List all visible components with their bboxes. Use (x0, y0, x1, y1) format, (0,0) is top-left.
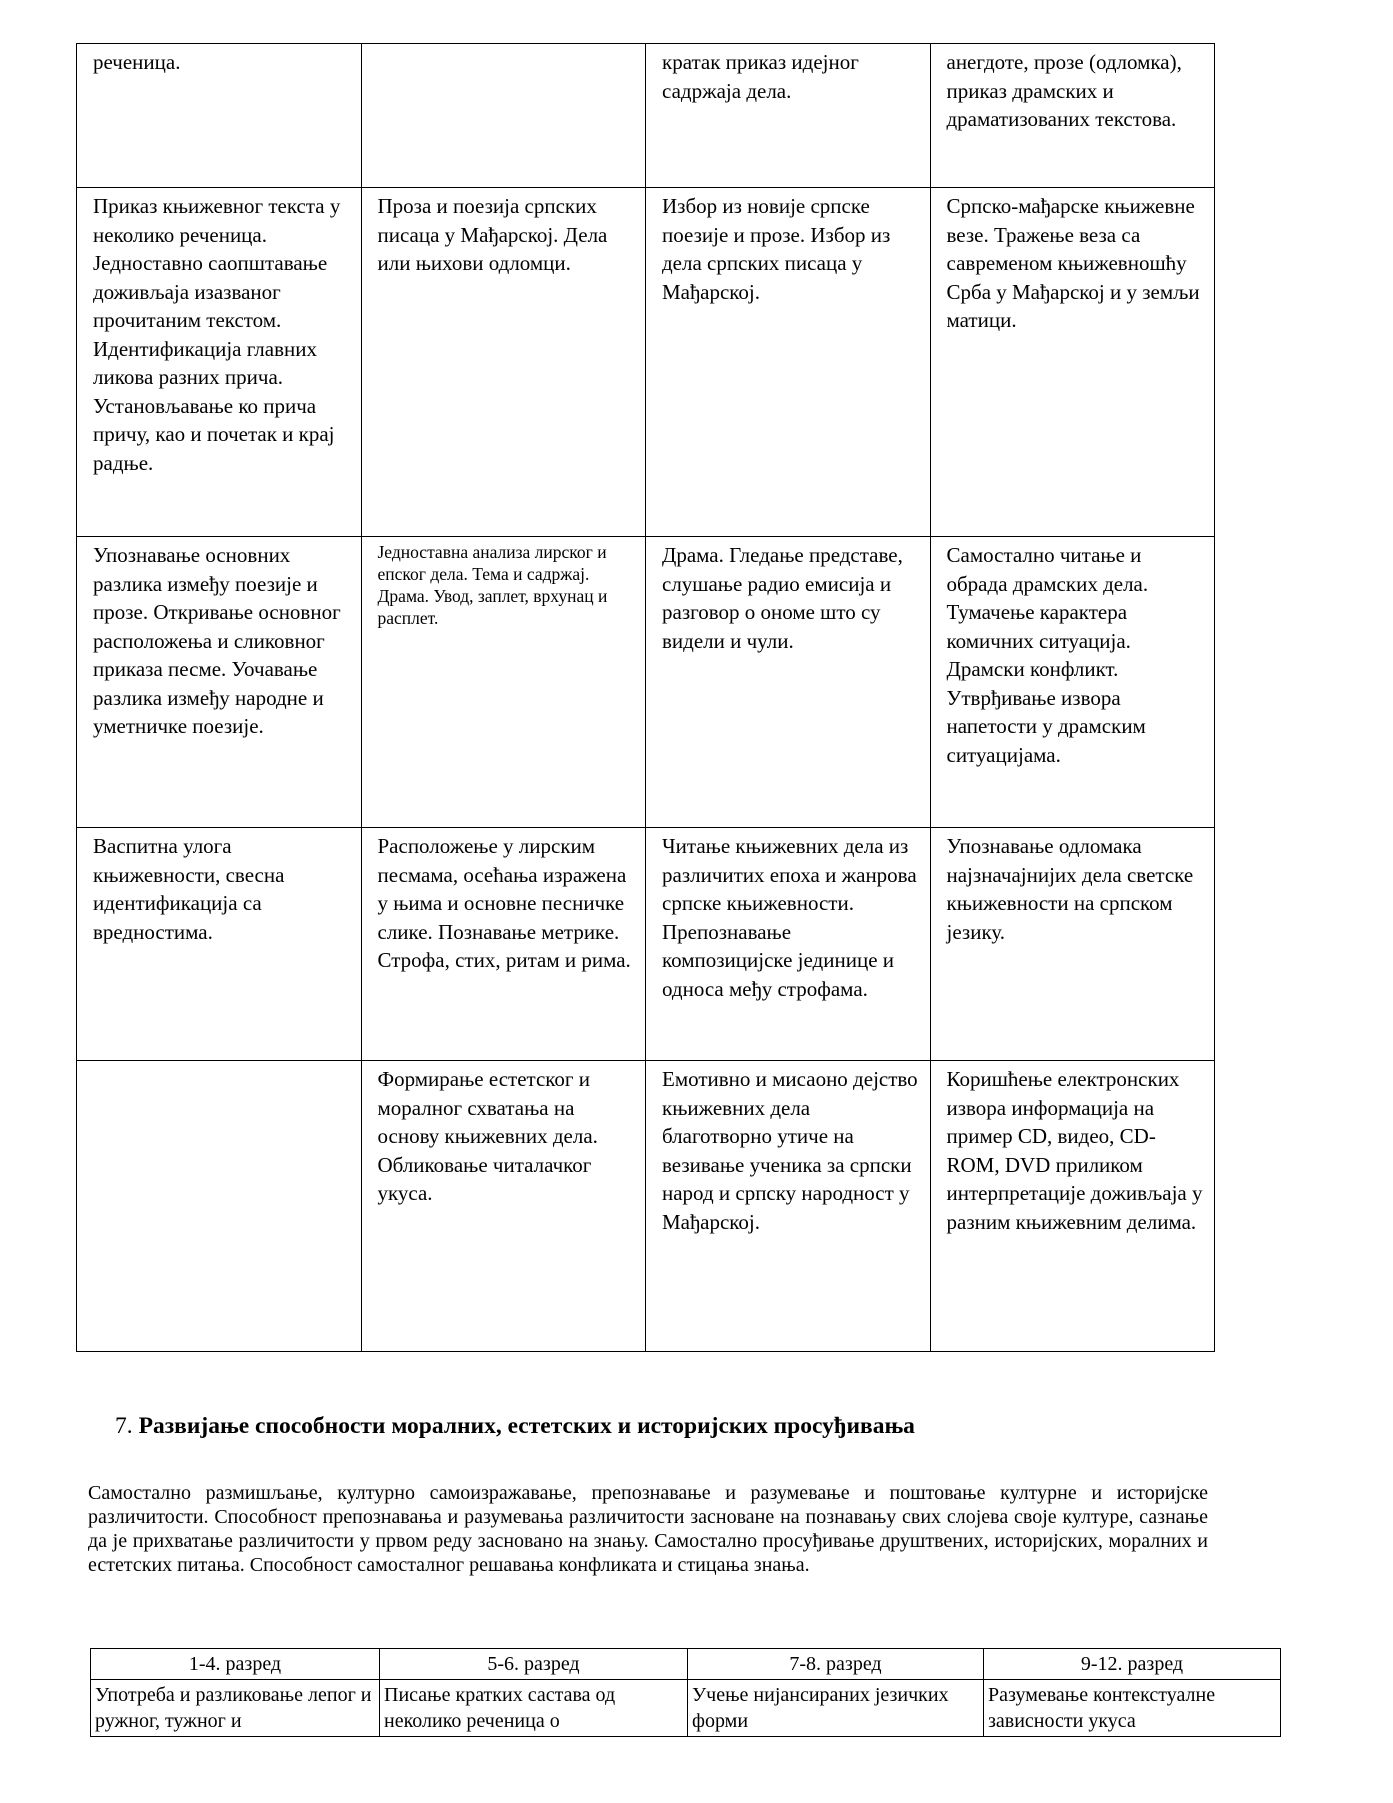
table-row (91, 1680, 1281, 1737)
table-row (77, 828, 1215, 1061)
column-header: 5-6. разред (380, 1649, 688, 1680)
curriculum-table (76, 43, 1215, 1352)
table-row (77, 537, 1215, 828)
table-cell: Једноставна анализа лирског и епског дела. Тема и садржај. Драма. Увод, заплет, врхунац и расплет. (361, 537, 646, 828)
section-heading (115, 1413, 915, 1440)
column-header: 9-12. разред (984, 1649, 1281, 1680)
table-row (77, 1061, 1215, 1352)
table-cell: Избор из новије српске поезије и прозе. Избор из дела српских писаца у Мађарској. (646, 188, 931, 537)
table-cell: Српско-мађарске књижевне везе. Тражење веза са савременом књижевношћу Срба у Мађарској и у земљи матици. (930, 188, 1215, 537)
table-cell: Расположење у лирским песмама, осећања изражена у њима и основне песничке слике. Познавање метрике. Строфа, стих, ритам и рима. (361, 828, 646, 1061)
section-paragraph: Самостално размишљање, културно самоизражавање, препознавање и разумевање и поштовање културне и историјске различитости. Способност препознавања и разумевања различитости засноване на познавању свих слојева своје културе, сазнање да је прихватање различитости у првом реду засновано на знању. Самостално просуђивање друштвених, историјских, моралних и естетских питања. Способност самосталног решавања конфликата и стицања знања. (88, 1482, 1208, 1576)
table-cell: Васпитна улога књижевности, свесна идентификација са вредностима. (77, 828, 362, 1061)
table-cell: Самостално читање и обрада драмских дела. Тумачење карактера комичних ситуација. Драмски конфликт. Утврђивање извора напетости у драмским ситуацијама. (930, 537, 1215, 828)
section-number: 7. (115, 1413, 133, 1439)
table-cell (361, 44, 646, 188)
column-header: 1-4. разред (91, 1649, 380, 1680)
table-row (77, 188, 1215, 537)
table-cell: Разумевање контекстуалне зависности укуса (984, 1680, 1281, 1737)
table-cell: анегдоте, прозе (одломка), приказ драмских и драматизованих текстова. (930, 44, 1215, 188)
table-cell: Писање кратких састава од неколико реченица о (380, 1680, 688, 1737)
section-title: Развијање способности моралних, естетских и историјских просуђивања (138, 1413, 915, 1439)
table-row (77, 44, 1215, 188)
table-cell: реченица. (77, 44, 362, 188)
table-header-row (91, 1649, 1281, 1680)
table-cell: Упознавање основних разлика између поезије и прозе. Откривање основног расположења и сликовног приказа песме. Уочавање разлика између народне и уметничке поезије. (77, 537, 362, 828)
table-cell: Употреба и разликовање лепог и ружног, тужног и (91, 1680, 380, 1737)
table-cell: Упознавање одломака најзначајнијих дела светске књижевности на српском језику. (930, 828, 1215, 1061)
table-cell: Проза и поезија српских писаца у Мађарској. Дела или њихови одломци. (361, 188, 646, 537)
column-header: 7-8. разред (688, 1649, 984, 1680)
table-cell: Драма. Гледање представе, слушање радио емисија и разговор о ономе што су видели и чули. (646, 537, 931, 828)
table-cell: Учење нијансираних језичких форми (688, 1680, 984, 1737)
table-cell: Формирање естетског и моралног схватања на основу књижевних дела. Обликовање читалачког укуса. (361, 1061, 646, 1352)
table-cell: Приказ књижевног текста у неколико реченица. Једноставно саопштавање доживљаја изазваног прочитаним текстом. Идентификација главних ликова разних прича. Установљавање ко прича причу, као и почетак и крај радње. (77, 188, 362, 537)
table-cell: Емотивно и мисаоно дејство књижевних дела благотворно утиче на везивање ученика за српски народ и српску народност у Мађарској. (646, 1061, 931, 1352)
table-cell: Коришћење електронских извора информација на пример CD, видео, CD-ROM, DVD приликом интерпретације доживљаја у разним књижевним делима. (930, 1061, 1215, 1352)
table-cell (77, 1061, 362, 1352)
grades-table (90, 1648, 1281, 1737)
table-cell: кратак приказ идејног садржаја дела. (646, 44, 931, 188)
table-cell: Читање књижевних дела из различитих епоха и жанрова српске књижевности. Препознавање композицијске јединице и односа међу строфама. (646, 828, 931, 1061)
